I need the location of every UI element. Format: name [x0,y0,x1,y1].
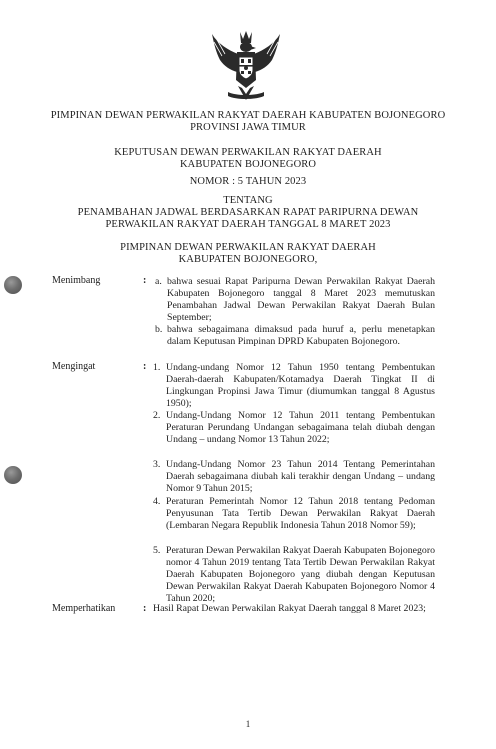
decree-number: NOMOR : 5 TAHUN 2023 [189,176,307,187]
mengingat-item-5: Peraturan Dewan Perwakilan Rakyat Daerah Kabupaten Bojonegoro nomor 4 Tahun 2019 tentang Tata Tertib Dewan Perwakilan Rakyat Daerah Kabupaten Bojonegoro yang diubah dengan Keputusan Dewan Perwakilan Rakyat Daerah Kabupaten Bojonegoro Nomor 4 Tahun 2020; [166,545,435,604]
memperhatikan-label: Memperhatikan [52,603,116,614]
memperhatikan-colon: : [143,603,147,614]
mengingat-item-2: Undang-Undang Nomor 12 Tahun 2011 tentang Pembentukan Peraturan Perundang Undangan sebagaimana telah diubah dengan Undang – undang Nomor 13 Tahun 2022; [166,410,435,445]
issuer-line-1: PIMPINAN DEWAN PERWAKILAN RAKYAT DAERAH [120,242,376,253]
punch-hole [4,466,22,484]
issuer-line-2: KABUPATEN BOJONEGORO, [178,254,318,265]
list-item-marker: 2. [153,410,161,421]
decree-subject-line-1: PENAMBAHAN JADWAL BERDASARKAN RAPAT PARIPURNA DEWAN [77,207,419,218]
decree-title-line-2: KABUPATEN BOJONEGORO [179,159,317,170]
decree-about: TENTANG [223,195,273,206]
memperhatikan-text: Hasil Rapat Dewan Perwakilan Rakyat Daerah tanggal 8 Maret 2023; [153,603,426,614]
list-item-marker: 1. [153,362,161,373]
decree-subject-line-2: PERWAKILAN RAKYAT DAERAH TANGGAL 8 MARET 2023 [105,219,391,230]
institution-line-2: PROVINSI JAWA TIMUR [190,122,306,133]
list-item-marker: 3. [153,459,161,470]
list-item-marker: 4. [153,496,161,507]
punch-hole [4,276,22,294]
mengingat-item-3: Undang-Undang Nomor 23 Tahun 2014 Tentang Pemerintahan Daerah sebagaimana diubah kali terakhir dengan Undang – undang Nomor 9 Tahun 2015; [166,459,435,494]
list-item-marker: a. [155,276,162,287]
mengingat-label: Mengingat [52,361,96,372]
menimbang-colon: : [143,275,147,286]
mengingat-item-1: Undang-undang Nomor 12 Tahun 1950 tentang Pembentukan Daerah-daerah Kabupaten/Kotamadya Daerah Tingkat II di Lingkungan Propinsi Jawa Timur (diumumkan tanggal 8 Agustus 1950); [166,362,435,409]
list-item-marker: 5. [153,545,161,556]
garuda-emblem-icon [210,30,282,104]
institution-line-1: PIMPINAN DEWAN PERWAKILAN RAKYAT DAERAH KABUPATEN BOJONEGORO [50,110,446,121]
menimbang-label: Menimbang [52,275,101,286]
mengingat-item-4: Peraturan Pemerintah Nomor 12 Tahun 2018 tentang Pedoman Penyusunan Tata Tertib Dewan Perwakilan Rakyat Daerah (Lembaran Negara Republik Indonesia Tahun 2018 Nomor 59); [166,496,435,531]
page-number: 1 [245,719,251,729]
decree-title-line-1: KEPUTUSAN DEWAN PERWAKILAN RAKYAT DAERAH [114,147,382,158]
mengingat-colon: : [143,361,147,372]
list-item-marker: b. [155,324,163,335]
menimbang-item-b: bahwa sebagaimana dimaksud pada huruf a, perlu menetapkan dalam Keputusan Pimpinan DPRD Kabupaten Bojonegoro. [167,324,435,347]
menimbang-item-a: bahwa sesuai Rapat Paripurna Dewan Perwakilan Rakyat Daerah Kabupaten Bojonegoro tanggal 8 Maret 2023 memutuskan Penambahan Jadwal Dewan Perwakilan Rakyat Daerah Bulan September; [167,276,435,323]
